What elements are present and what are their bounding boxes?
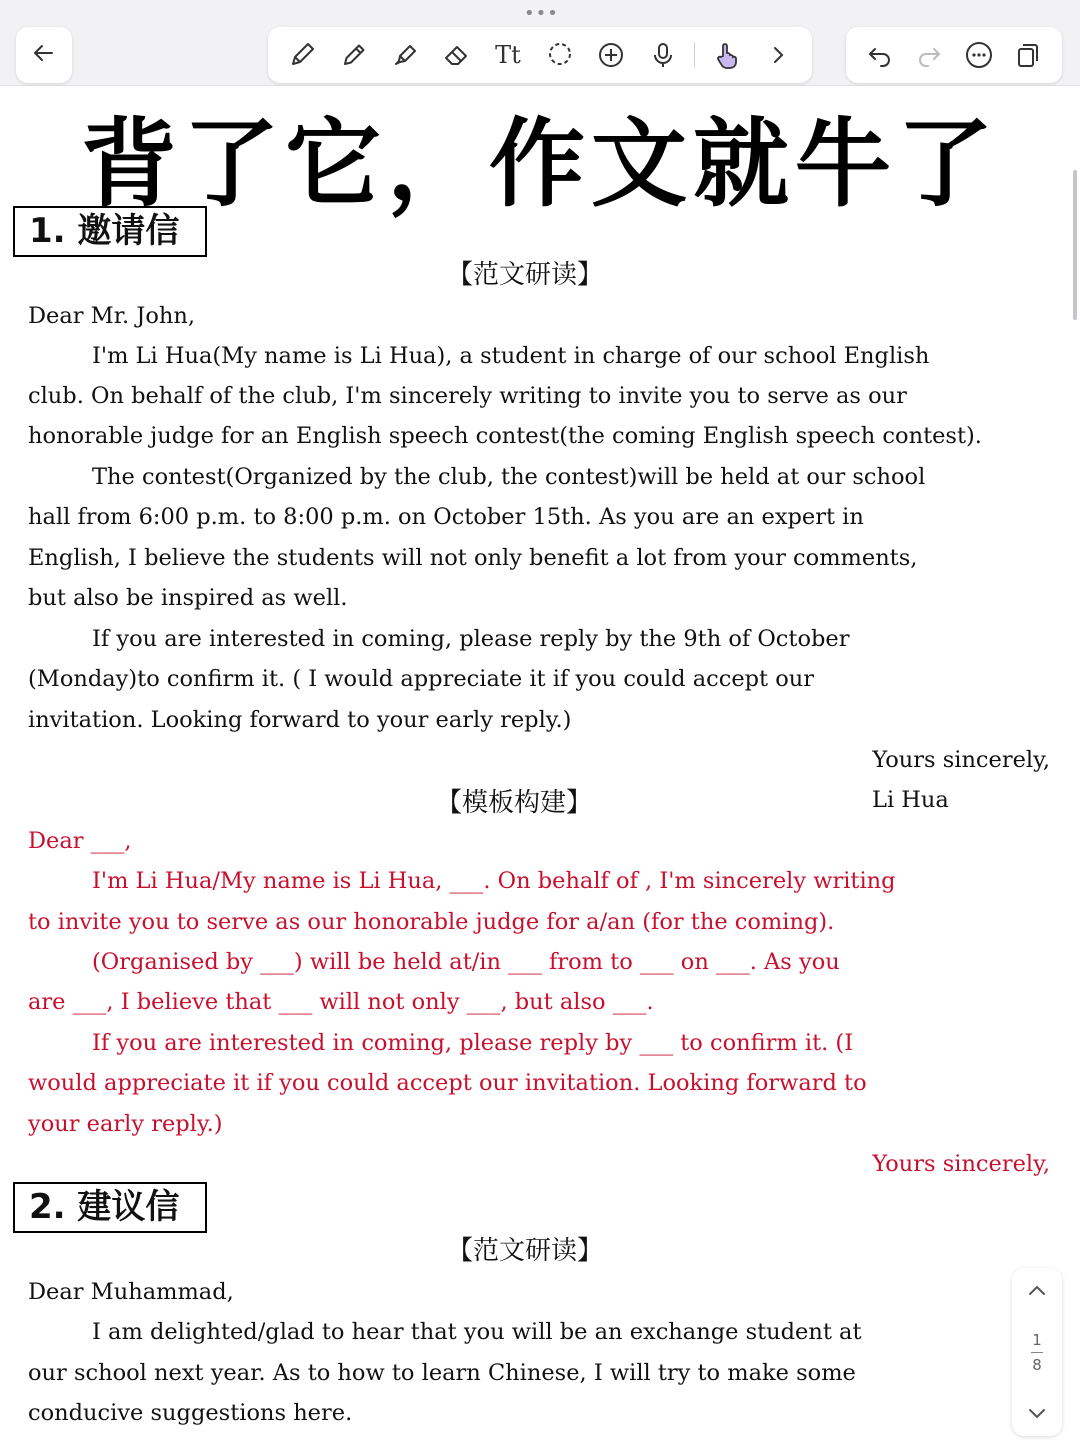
lasso-tool-button[interactable] xyxy=(540,35,580,75)
highlighter-icon xyxy=(390,40,420,70)
template-line: Dear ___, xyxy=(28,828,132,854)
section-heading-invitation: 1. 邀请信 xyxy=(13,206,207,257)
text-line: If you are interested in coming, please reply by the 9th of October xyxy=(92,626,850,652)
next-page-button[interactable] xyxy=(1022,1398,1052,1428)
highlighter-tool-button[interactable] xyxy=(385,35,425,75)
page-navigator xyxy=(1012,1268,1062,1436)
record-audio-button[interactable] xyxy=(643,35,683,75)
note-page[interactable] xyxy=(0,86,1080,1440)
chevron-down-icon xyxy=(1026,1402,1048,1424)
text-line: English, I believe the students will not only benefit a lot from your comments, xyxy=(28,545,918,571)
pages-overview-button[interactable] xyxy=(1008,35,1048,75)
eraser-tool-button[interactable] xyxy=(437,35,477,75)
text-icon: Tt xyxy=(495,41,521,69)
template-line: If you are interested in coming, please reply by ___ to confirm it. (I xyxy=(92,1030,854,1056)
letter-signature: Li Hua xyxy=(872,787,949,813)
sample-essay-label: 【范文研读】 xyxy=(446,260,603,290)
drawing-tools-bar xyxy=(268,27,812,83)
current-page-number: 1 xyxy=(1032,1330,1042,1349)
page-indicator xyxy=(1031,1330,1043,1375)
text-line: invitation. Looking forward to your early reply.) xyxy=(28,707,572,733)
text-line: The contest(Organized by the club, the contest)will be held at our school xyxy=(92,464,926,490)
more-tools-button[interactable] xyxy=(758,35,798,75)
microphone-icon xyxy=(648,40,678,70)
undo-icon xyxy=(865,40,895,70)
page-title: 背了它，作文就牛了 xyxy=(81,108,999,220)
section-heading-suggestion: 2. 建议信 xyxy=(13,1182,207,1233)
more-options-button[interactable] xyxy=(959,35,999,75)
text-line: conducive suggestions here. xyxy=(28,1400,353,1426)
undo-button[interactable] xyxy=(860,35,900,75)
pages-icon xyxy=(1013,40,1043,70)
template-line: your early reply.) xyxy=(28,1111,223,1137)
hand-touch-icon xyxy=(712,40,742,70)
text-tool-button[interactable] xyxy=(488,35,528,75)
back-button[interactable] xyxy=(16,27,72,83)
redo-icon xyxy=(914,40,944,70)
text-line: (Monday)to confirm it. ( I would appreciate it if you could accept our xyxy=(28,666,815,692)
redo-button[interactable] xyxy=(909,35,949,75)
add-element-button[interactable] xyxy=(591,35,631,75)
text-line: our school next year. As to how to learn Chinese, I will try to make some xyxy=(28,1360,856,1386)
text-line: I am delighted/glad to hear that you will be an exchange student at xyxy=(92,1319,862,1345)
add-icon xyxy=(596,40,626,70)
template-line: (Organised by ___) will be held at/in ___ from to ___ on ___. As you xyxy=(92,949,840,975)
chevron-right-icon xyxy=(763,40,793,70)
chevron-up-icon xyxy=(1026,1280,1048,1302)
page-fraction-bar xyxy=(1031,1352,1043,1353)
template-closing: Yours sincerely, xyxy=(872,1151,1050,1177)
template-line: would appreciate it if you could accept our invitation. Looking forward to xyxy=(28,1070,867,1096)
text-line: but also be inspired as well. xyxy=(28,585,348,611)
toolbar-divider xyxy=(694,42,695,68)
letter-closing: Yours sincerely, xyxy=(872,747,1050,773)
vertical-scrollbar[interactable] xyxy=(1073,170,1077,320)
text-line: hall from 6:00 p.m. to 8:00 p.m. on October 15th. As you are an expert in xyxy=(28,504,864,530)
previous-page-button[interactable] xyxy=(1022,1276,1052,1306)
template-label: 【模板构建】 xyxy=(436,788,593,818)
touch-mode-button[interactable] xyxy=(707,35,747,75)
text-line: honorable judge for an English speech contest(the coming English speech contest). xyxy=(28,423,982,449)
lasso-icon xyxy=(545,40,575,70)
template-line: I'm Li Hua/My name is Li Hua, ___. On behalf of , I'm sincerely writing xyxy=(92,868,896,894)
pen-icon xyxy=(287,40,317,70)
more-icon xyxy=(964,40,994,70)
text-line: Dear Mr. John, xyxy=(28,303,196,329)
pen-tool-button[interactable] xyxy=(282,35,322,75)
template-line: to invite you to serve as our honorable judge for a/an (for the coming). xyxy=(28,909,835,935)
eraser-icon xyxy=(442,40,472,70)
window-grip-handle[interactable]: ••• xyxy=(524,3,559,24)
pencil-icon xyxy=(339,40,369,70)
document-actions-bar xyxy=(846,27,1062,83)
total-pages-number: 8 xyxy=(1032,1355,1042,1374)
text-line: Dear Muhammad, xyxy=(28,1279,234,1305)
arrow-left-icon xyxy=(31,40,57,70)
template-line: are ___, I believe that ___ will not only ___, but also ___. xyxy=(28,989,654,1015)
text-line: I'm Li Hua(My name is Li Hua), a student in charge of our school English xyxy=(92,343,930,369)
sample-essay-label: 【范文研读】 xyxy=(446,1236,603,1266)
top-toolbar xyxy=(0,0,1080,86)
pencil-tool-button[interactable] xyxy=(334,35,374,75)
text-line: club. On behalf of the club, I'm sincerely writing to invite you to serve as our xyxy=(28,383,907,409)
